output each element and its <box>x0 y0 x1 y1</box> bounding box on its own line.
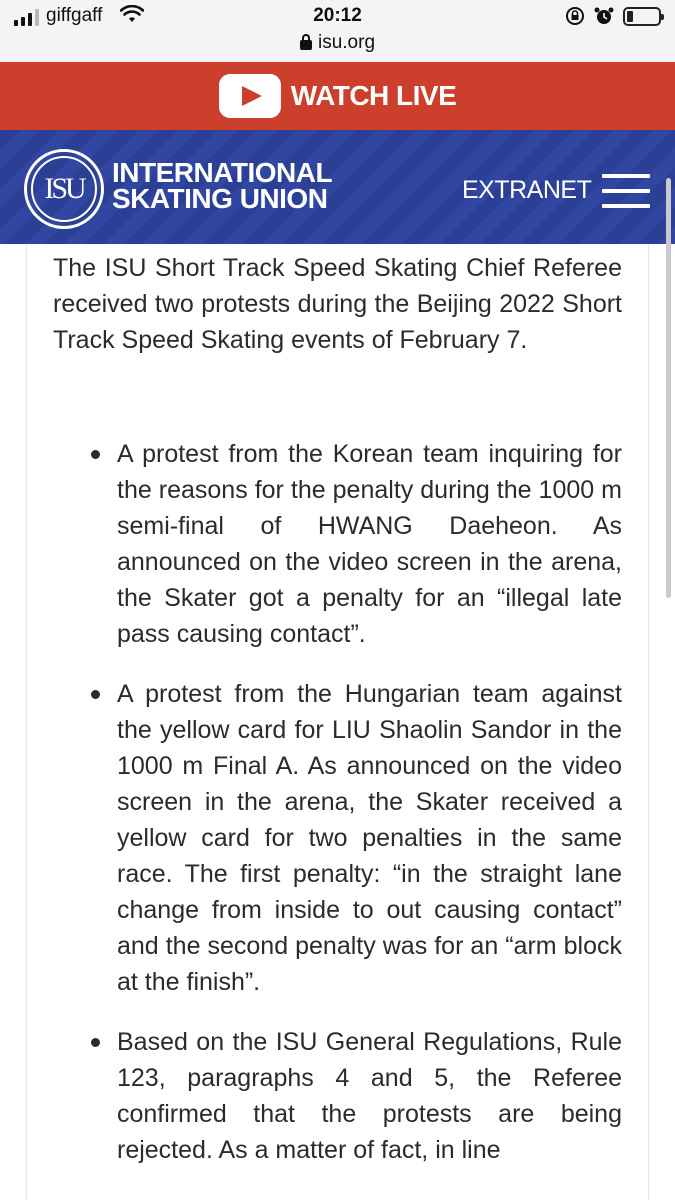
battery-icon <box>623 7 661 26</box>
address-bar[interactable] <box>0 32 675 54</box>
carrier-name: giffgaff <box>46 5 103 26</box>
youtube-play-icon <box>219 74 281 118</box>
status-icons <box>565 6 661 26</box>
list-item: A protest from the Korean team inquiring for the reasons for the penalty during the 1000 m semi-final of HWANG Daeheon. As announced on the video screen in the arena, the Skater got a penalty for an “illegal late pass causing contact”. <box>117 436 622 652</box>
rotation-lock-icon <box>565 6 585 26</box>
status-bar <box>0 0 675 62</box>
isu-logo-icon[interactable] <box>24 149 104 229</box>
hamburger-menu-icon[interactable] <box>602 174 650 208</box>
watch-live-label: WATCH LIVE <box>290 80 457 111</box>
page-scrollbar[interactable] <box>666 178 671 598</box>
list-item: Based on the ISU General Regulations, Rule 123, paragraphs 4 and 5, the Referee confirmed that the protests are being rejected. As a matter of fact, in line <box>117 1024 622 1168</box>
article-body <box>53 250 622 1192</box>
extranet-link[interactable]: EXTRANET <box>462 176 592 204</box>
protest-list <box>117 436 622 1168</box>
watch-live-banner <box>0 62 675 130</box>
alarm-icon <box>594 6 614 26</box>
org-name-line2: SKATING UNION <box>112 183 328 214</box>
isu-logo-letters: ISU <box>31 156 97 222</box>
article-intro: The ISU Short Track Speed Skating Chief Referee received two protests during the Beijing 2022 Short Track Speed Skating events of February 7. <box>53 254 622 354</box>
org-name[interactable] <box>112 157 333 214</box>
site-header <box>0 130 675 244</box>
list-item: A protest from the Hungarian team against the yellow card for LIU Shaolin Sandor in the 1000 m Final A. As announced on the video screen in the arena, the Skater received a yellow card for two penalties in the same race. The first penalty: “in the straight lane change from inside to out causing contact” and the second penalty was for an “arm block at the finish”. <box>117 676 622 1000</box>
watch-live-button[interactable] <box>219 74 457 118</box>
lock-icon <box>300 40 312 50</box>
status-time: 20:12 <box>313 5 362 26</box>
org-name-line1: INTERNATIONAL <box>112 157 333 188</box>
url-text: isu.org <box>317 32 376 53</box>
